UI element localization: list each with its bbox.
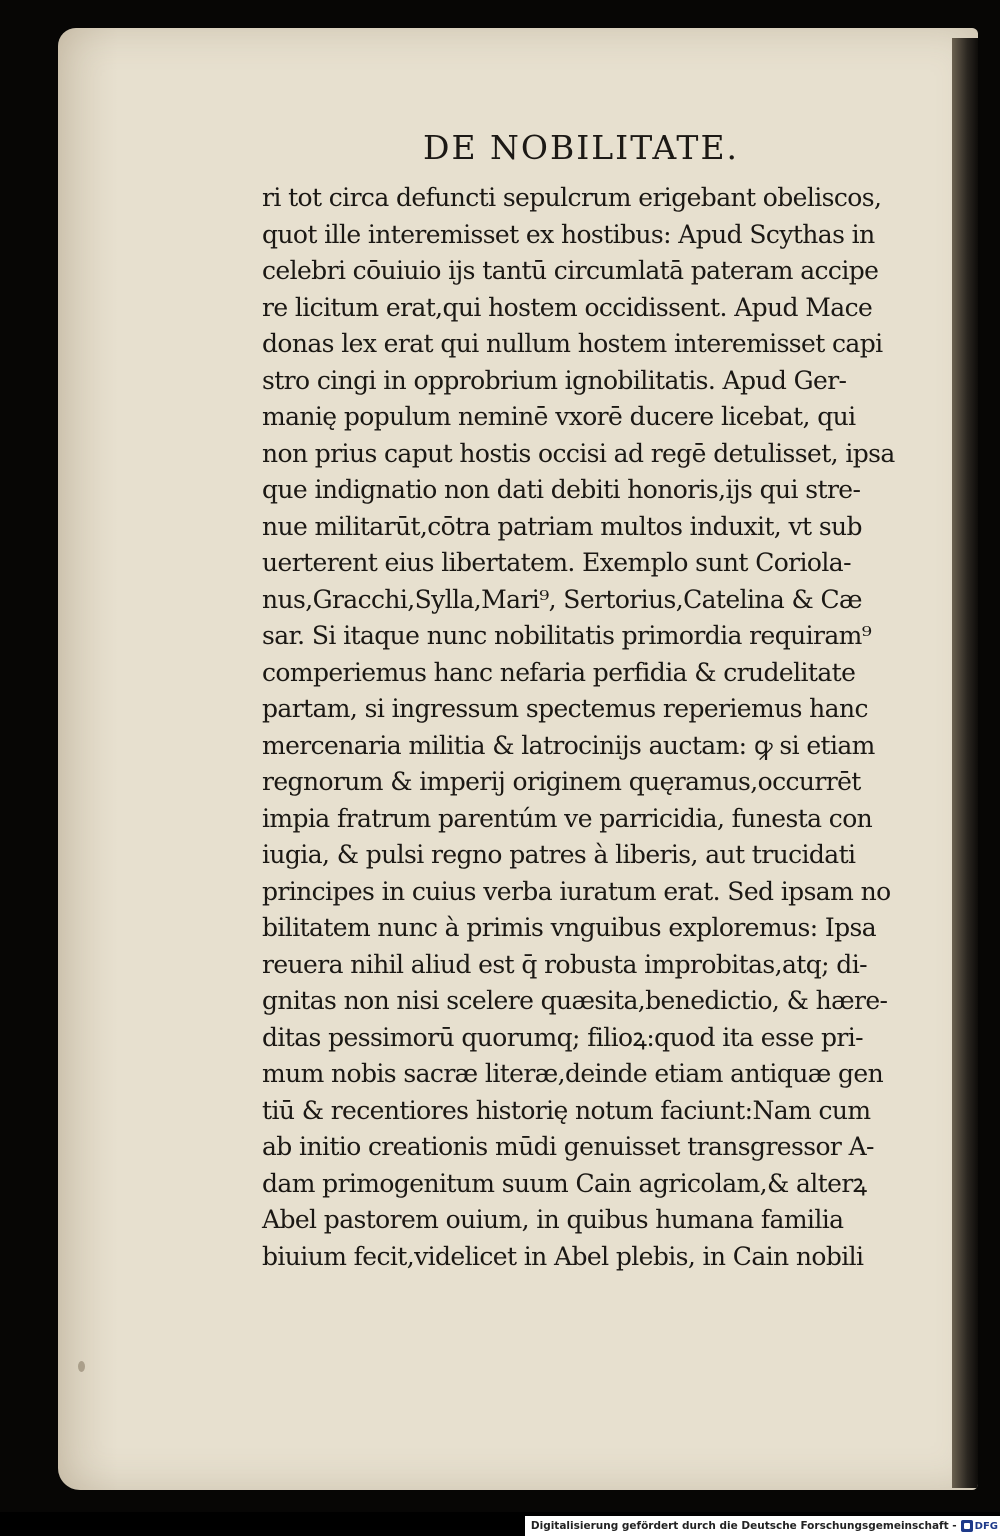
page-edge-shadow — [952, 38, 978, 1488]
text-line: dam primogenitum suum Cain agricolam,& alterꝝ — [262, 1168, 867, 1198]
text-line: quot ille interemisset ex hostibus: Apud Scythas in — [262, 219, 875, 249]
paper-stain — [78, 1361, 85, 1372]
dfg-logo — [961, 1520, 998, 1532]
text-line: manię populum neminē vxorē ducere licebat, qui — [262, 402, 856, 431]
text-line: re licitum erat,qui hostem occidissent. Apud Mace — [262, 292, 873, 322]
page-body-text — [262, 180, 952, 1275]
book-page — [58, 28, 978, 1490]
text-line: nue militarūt,cōtra patriam multos induxit, vt sub — [262, 511, 862, 541]
text-line: mum nobis sacræ literæ,deinde etiam antiquæ gen — [262, 1059, 884, 1088]
text-line: iugia, & pulsi regno patres à liberis, aut trucidati — [262, 840, 856, 869]
text-line: regnorum & imperij originem quęramus,occurrēt — [262, 767, 861, 796]
text-line: impia fratrum parentúm ve parricidia, funesta con — [262, 803, 873, 833]
text-line: reuera nihil aliud est q̄ robusta improbitas,atq; di- — [262, 949, 867, 979]
text-line: ab initio creationis mūdi genuisset transgressor A- — [262, 1132, 874, 1161]
text-line: bilitatem nunc à primis vnguibus exploremus: Ipsa — [262, 913, 877, 942]
text-line: ditas pessimorū quorumq; filioꝝ:quod ita esse pri- — [262, 1022, 863, 1052]
text-line: celebri cōuiuio ijs tantū circumlatā pateram accipe — [262, 256, 879, 285]
text-line: Abel pastorem ouium, in quibus humana familia — [262, 1205, 844, 1234]
text-line: gnitas non nisi scelere quæsita,benedictio, & hære- — [262, 986, 888, 1015]
digitization-footer — [525, 1516, 1000, 1536]
text-line: stro cingi in opprobrium ignobilitatis. Apud Ger- — [262, 365, 847, 395]
text-line: que indignatio non dati debiti honoris,ijs qui stre- — [262, 475, 861, 504]
text-line: partam, si ingressum spectemus reperiemus hanc — [262, 694, 868, 723]
footer-credit: Digitalisierung gefördert durch die Deutsche Forschungsgemeinschaft - — [530, 1520, 957, 1532]
dfg-logo-text: DFG — [974, 1520, 998, 1532]
running-head: DE NOBILITATE. — [423, 128, 740, 167]
text-line: donas lex erat qui nullum hostem interemisset capi — [262, 329, 883, 358]
text-line: principes in cuius verba iuratum erat. Sed ipsam no — [262, 876, 891, 906]
text-line: comperiemus hanc nefaria perfidia & crudelitate — [262, 657, 856, 687]
text-line: tiū & recentiores historię notum faciunt:Nam cum — [262, 1095, 871, 1125]
text-line: uerterent eius libertatem. Exemplo sunt Coriola- — [262, 548, 851, 577]
text-line: biuium fecit,videlicet in Abel plebis, in Cain nobili — [262, 1241, 864, 1271]
text-line: non prius caput hostis occisi ad regē detulisset, ipsa — [262, 438, 895, 468]
text-line: ri tot circa defuncti sepulcrum erigebant obeliscos, — [262, 183, 882, 212]
text-line: sar. Si itaque nunc nobilitatis primordia requiram⁹ — [262, 621, 872, 650]
text-line: mercenaria militia & latrocinijs auctam: ꝙ si etiam — [262, 730, 875, 760]
dfg-logo-icon — [961, 1520, 973, 1532]
text-line: nus,Gracchi,Sylla,Mari⁹, Sertorius,Catelina & Cæ — [262, 584, 862, 614]
